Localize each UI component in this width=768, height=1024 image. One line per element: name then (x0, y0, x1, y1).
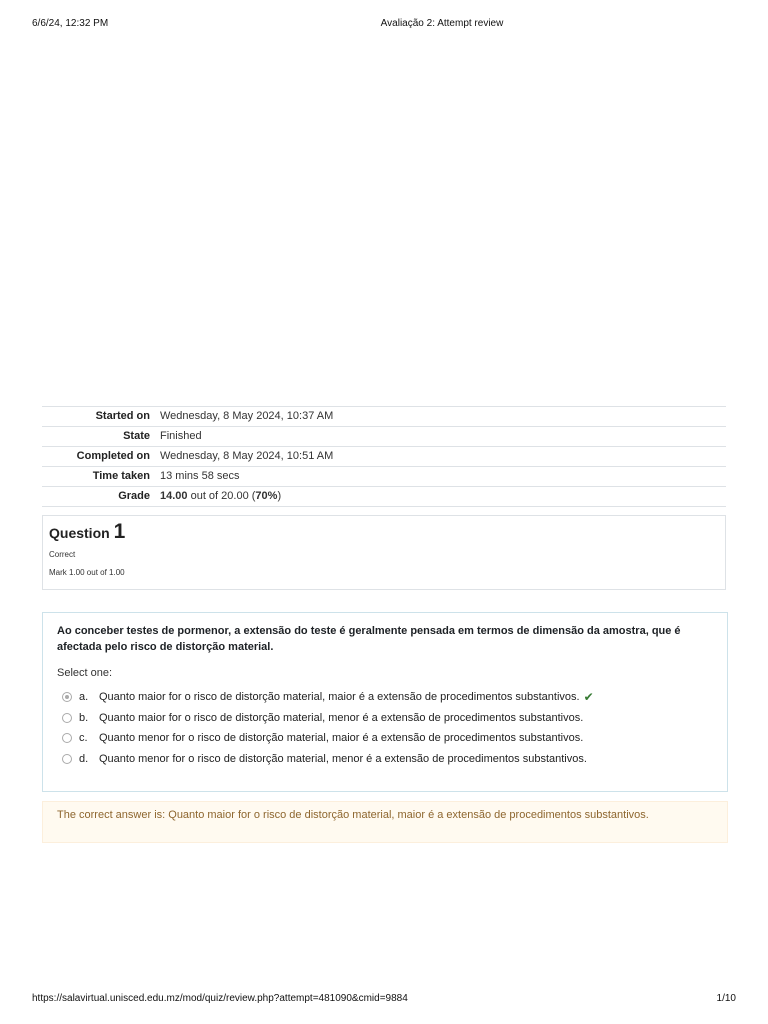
radio-checked-icon[interactable] (62, 692, 72, 702)
summary-row-started (42, 407, 726, 427)
correct-answer-feedback: The correct answer is: Quanto maior for o risco de distorção material, maior é a extensão de procedimentos substantivos. (42, 801, 728, 843)
grade-label: Grade (118, 490, 150, 502)
summary-row-grade (42, 487, 726, 507)
state-label: State (123, 430, 150, 442)
radio-icon[interactable] (62, 733, 72, 743)
time-taken-label: Time taken (92, 470, 150, 482)
question-state: Correct (49, 550, 76, 559)
answer-option-d[interactable] (57, 749, 713, 770)
summary-row-completed (42, 447, 726, 467)
question-mark: Mark 1.00 out of 1.00 (49, 568, 125, 577)
answer-letter: d. (79, 752, 89, 765)
started-on-label: Started on (95, 410, 150, 422)
answer-letter: b. (79, 711, 89, 724)
grade-points: 14.00 (160, 490, 188, 502)
question-info (42, 515, 726, 590)
time-taken-value: 13 mins 58 secs (160, 470, 240, 482)
answer-text: Quanto maior for o risco de distorção material, maior é a extensão de procedimentos substantivos. (99, 691, 580, 704)
answer-list (57, 687, 713, 769)
completed-on-value: Wednesday, 8 May 2024, 10:51 AM (160, 450, 334, 462)
answer-text: Quanto menor for o risco de distorção material, maior é a extensão de procedimentos substantivos. (99, 732, 584, 745)
correct-check-icon: ✔ (583, 690, 594, 705)
print-datetime: 6/6/24, 12:32 PM (32, 18, 109, 29)
question-number: 1 (113, 520, 126, 543)
answer-letter: c. (79, 732, 88, 745)
answer-option-b[interactable] (57, 708, 713, 729)
answer-option-a[interactable] (57, 687, 713, 708)
completed-on-label: Completed on (76, 450, 150, 462)
started-on-value: Wednesday, 8 May 2024, 10:37 AM (160, 410, 334, 422)
print-url: https://salavirtual.unisced.edu.mz/mod/quiz/review.php?attempt=481090&cmid=9884 (32, 993, 408, 1004)
grade-value (160, 487, 726, 507)
answer-option-c[interactable] (57, 728, 713, 749)
select-one-prompt: Select one: (57, 667, 113, 679)
grade-percent: 70% (255, 490, 278, 502)
grade-close: ) (277, 490, 282, 502)
question-label: Question (49, 525, 110, 541)
radio-icon[interactable] (62, 754, 72, 764)
summary-row-time (42, 467, 726, 487)
radio-icon[interactable] (62, 713, 72, 723)
summary-row-state (42, 427, 726, 447)
grade-out-of: out of 20.00 ( (187, 490, 256, 502)
print-footer (0, 993, 768, 1007)
question-title (49, 522, 719, 543)
print-header (0, 18, 768, 32)
answer-text: Quanto menor for o risco de distorção material, menor é a extensão de procedimentos substantivos. (99, 752, 587, 765)
question-content (42, 612, 728, 792)
attempt-summary-table (42, 406, 726, 507)
print-page-number: 1/10 (716, 993, 736, 1004)
answer-text: Quanto maior for o risco de distorção material, menor é a extensão de procedimentos substantivos. (99, 711, 584, 724)
state-value: Finished (160, 430, 202, 442)
answer-letter: a. (79, 691, 89, 704)
print-title: Avaliação 2: Attempt review (380, 18, 504, 29)
question-text: Ao conceber testes de pormenor, a extensão do teste é geralmente pensada em termos de dimensão da amostra, que é afectada pelo risco de distorção material. (57, 625, 681, 653)
